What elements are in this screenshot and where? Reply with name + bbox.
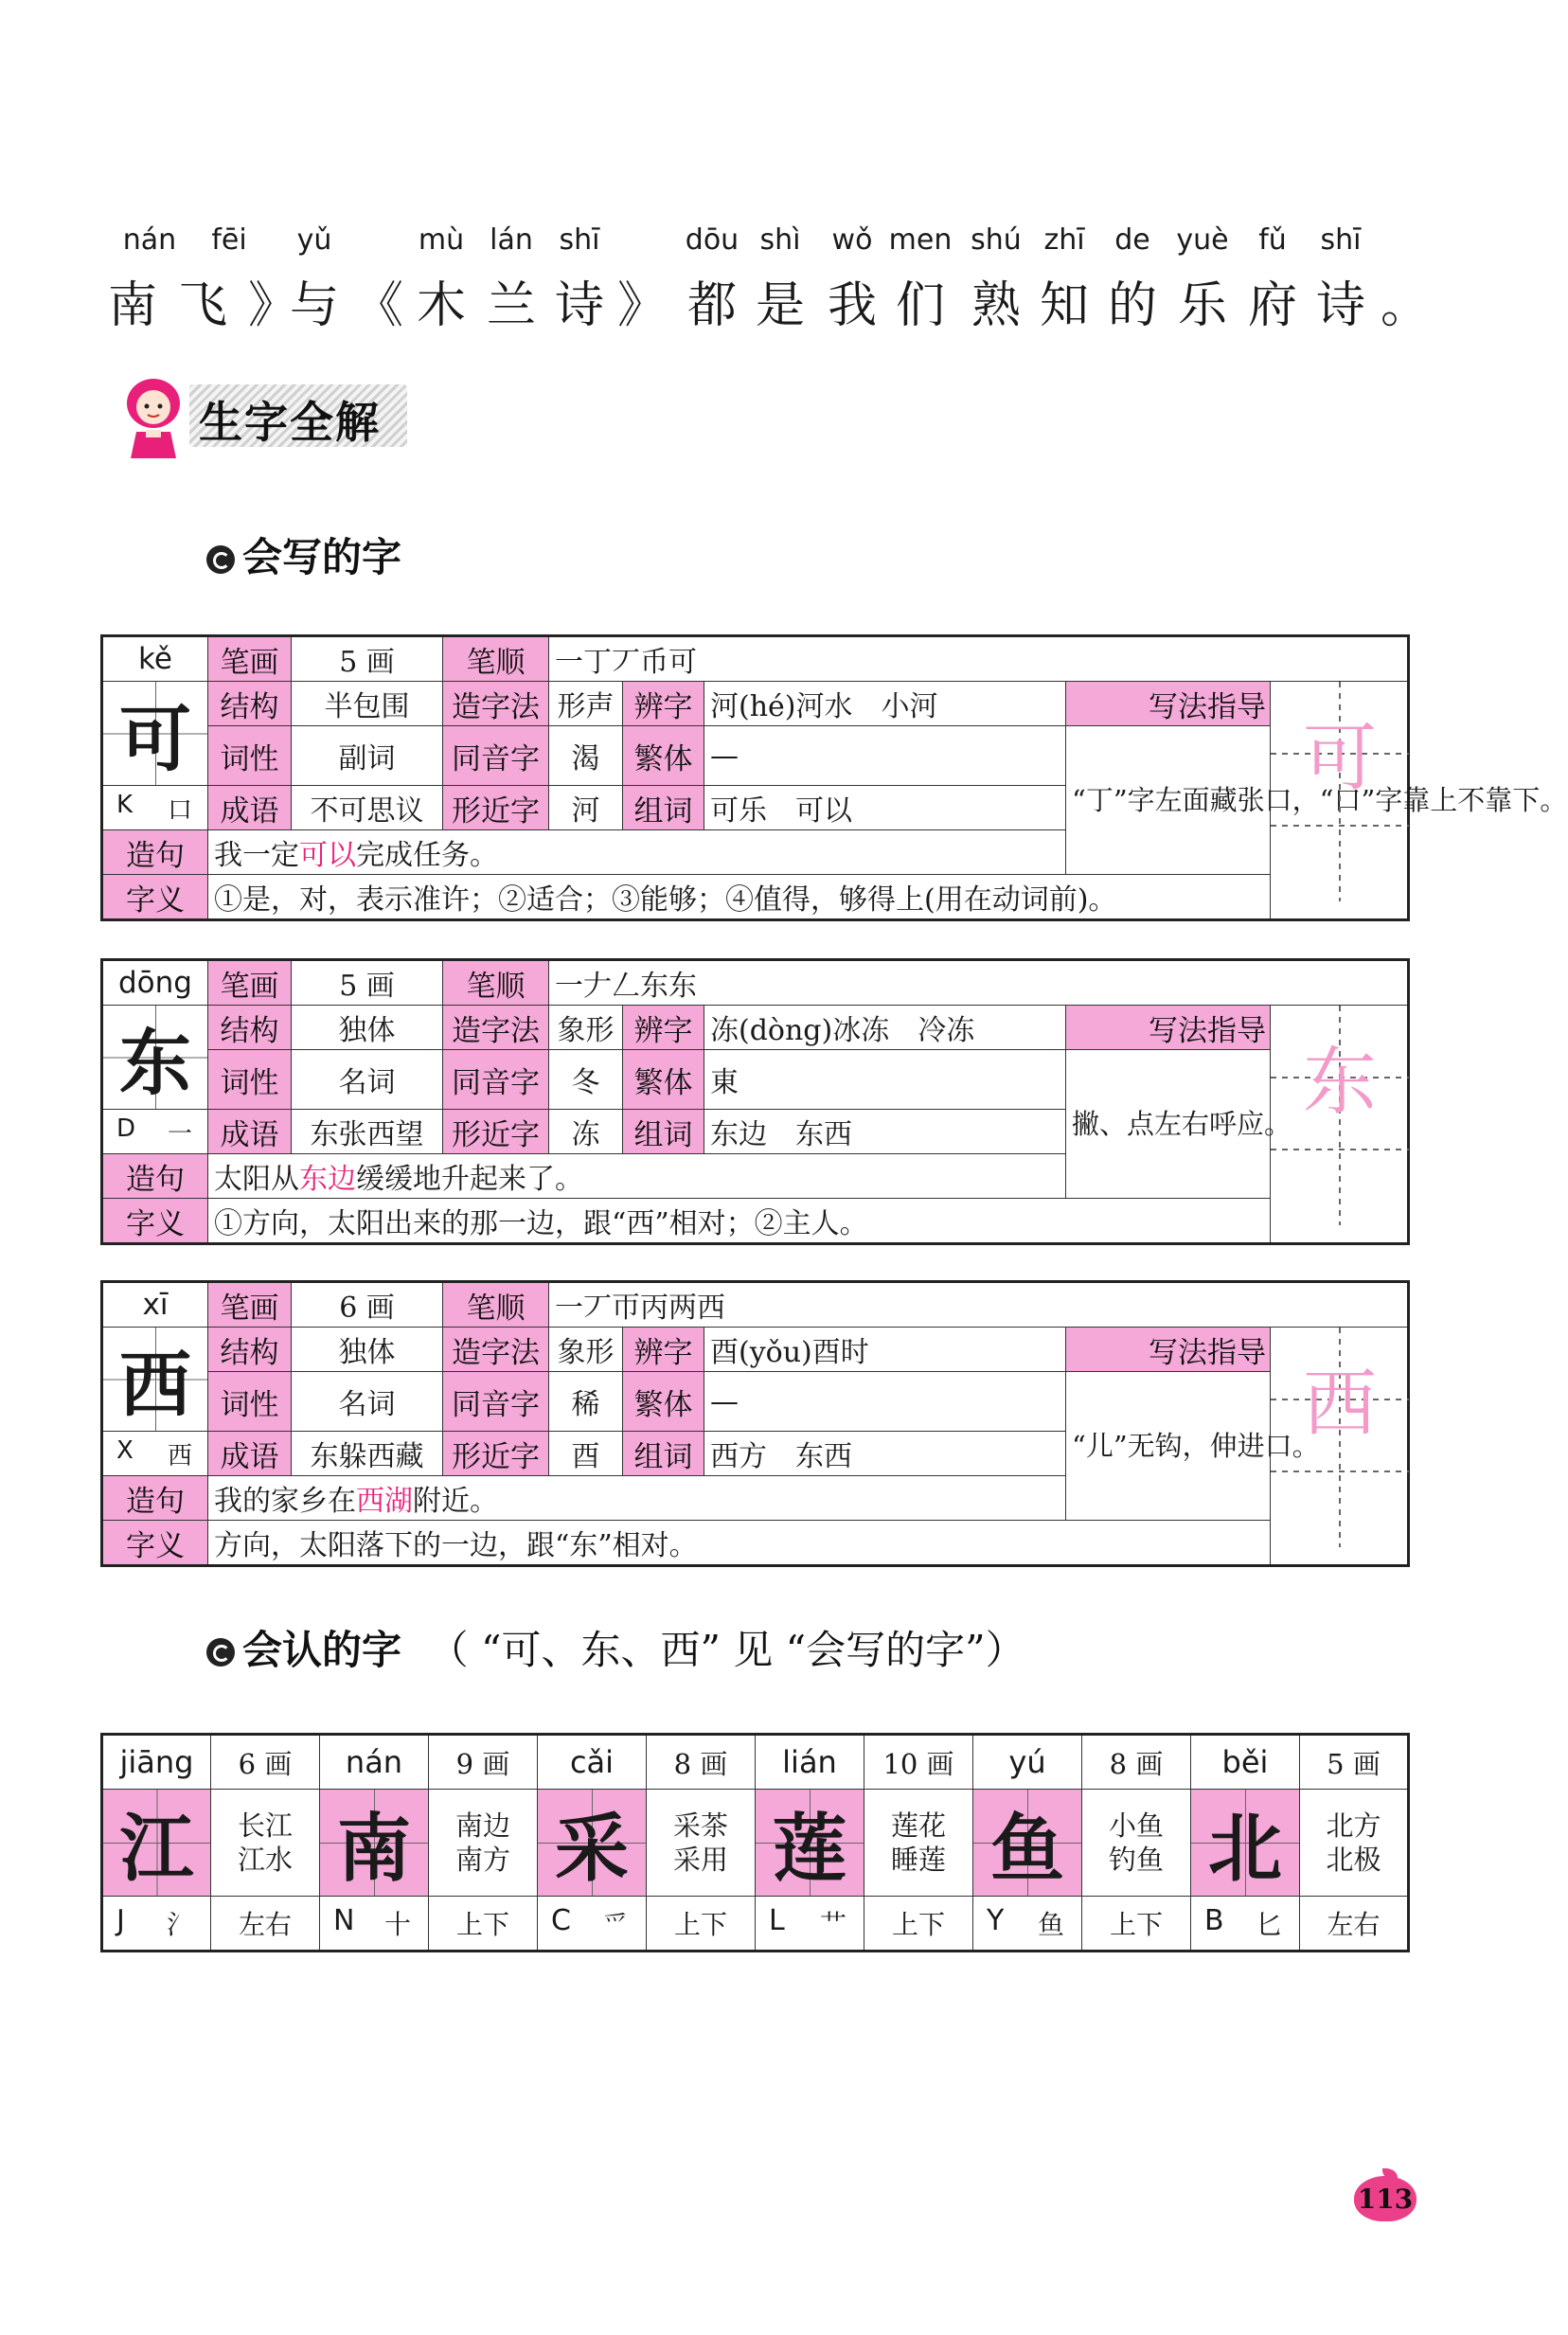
card-idiom: 东张西望 bbox=[292, 1110, 443, 1154]
card-sentence bbox=[208, 1154, 1066, 1199]
sentence-highlight: 可以 bbox=[299, 839, 356, 872]
recog-pinyin: běi bbox=[1191, 1735, 1300, 1790]
card-character: 西 bbox=[102, 1328, 208, 1432]
card-distinguish: 河(hé)河水 小河 bbox=[704, 682, 1066, 726]
card-character: 东 bbox=[102, 1006, 208, 1110]
recog-word: 小鱼 bbox=[1108, 1809, 1164, 1842]
recog-word: 采茶 bbox=[672, 1809, 728, 1842]
recog-structure: 左右 bbox=[211, 1897, 320, 1952]
label-guide: 写法指导 bbox=[1066, 1006, 1271, 1050]
card-pinyin: xī bbox=[102, 1282, 208, 1328]
recog-strokes: 5 画 bbox=[1300, 1735, 1409, 1790]
card-strokes: 5 画 bbox=[292, 960, 443, 1006]
label-strokes: 笔画 bbox=[208, 960, 292, 1006]
label-words: 组词 bbox=[623, 1110, 704, 1154]
recog-character: 采 bbox=[538, 1790, 647, 1897]
card-letter: D bbox=[116, 1114, 136, 1143]
recog-word: 江水 bbox=[237, 1844, 293, 1876]
recog-note: （ “可、东、西” 见 “会写的字”） bbox=[428, 1627, 1025, 1673]
recog-heading bbox=[206, 1619, 1025, 1676]
label-strokes: 笔画 bbox=[208, 636, 292, 682]
label-pos: 词性 bbox=[208, 726, 292, 786]
card-letter: X bbox=[116, 1435, 134, 1465]
card-traditional: — bbox=[704, 1372, 1066, 1432]
page-number-badge bbox=[1354, 2168, 1420, 2221]
card-distinguish: 酉(yǒu)酉时 bbox=[704, 1328, 1066, 1372]
card-pos: 副词 bbox=[292, 726, 443, 786]
section-header bbox=[116, 375, 419, 458]
recog-words bbox=[1300, 1790, 1409, 1897]
label-distinguish: 辨字 bbox=[623, 1328, 704, 1372]
label-structure: 结构 bbox=[208, 1006, 292, 1050]
recog-row-chars bbox=[102, 1790, 1409, 1897]
recog-word: 南边 bbox=[454, 1809, 510, 1842]
recog-pinyin: lián bbox=[756, 1735, 864, 1790]
recog-index bbox=[756, 1897, 864, 1952]
card-similar: 酉 bbox=[549, 1432, 623, 1476]
card-words: 可乐 可以 bbox=[704, 786, 1066, 830]
card-radical: 口 bbox=[167, 795, 192, 825]
label-order: 笔顺 bbox=[443, 1282, 549, 1328]
sentence-part: 完成任务。 bbox=[356, 839, 498, 872]
card-pinyin: kě bbox=[102, 636, 208, 682]
label-traditional: 繁体 bbox=[623, 1050, 704, 1110]
recog-letter: J bbox=[116, 1904, 125, 1937]
recog-row-pinyin bbox=[102, 1735, 1409, 1790]
recog-word: 长江 bbox=[237, 1809, 293, 1842]
recog-pinyin: yú bbox=[973, 1735, 1082, 1790]
recog-words bbox=[647, 1790, 756, 1897]
recog-letter: Y bbox=[987, 1904, 1005, 1937]
card-structure: 半包围 bbox=[292, 682, 443, 726]
label-similar: 形近字 bbox=[443, 1432, 549, 1476]
recog-character: 鱼 bbox=[973, 1790, 1082, 1897]
card-homophone: 稀 bbox=[549, 1372, 623, 1432]
tracing-character: 西 bbox=[1302, 1362, 1377, 1447]
char-card-东 bbox=[100, 958, 1410, 1245]
card-meaning: 方向，太阳落下的一边，跟“东”相对。 bbox=[208, 1521, 1271, 1566]
tracing-character: 可 bbox=[1302, 716, 1377, 801]
label-formation: 造字法 bbox=[443, 1006, 549, 1050]
recog-character: 莲 bbox=[756, 1790, 864, 1897]
tracing-box bbox=[1271, 1006, 1409, 1244]
card-traditional: 東 bbox=[704, 1050, 1066, 1110]
recog-character: 江 bbox=[102, 1790, 211, 1897]
label-sentence: 造句 bbox=[102, 830, 208, 875]
card-pos: 名词 bbox=[292, 1050, 443, 1110]
label-pos: 词性 bbox=[208, 1372, 292, 1432]
card-structure: 独体 bbox=[292, 1006, 443, 1050]
recog-index bbox=[102, 1897, 211, 1952]
card-idiom: 东躲西藏 bbox=[292, 1432, 443, 1476]
card-meaning: ①是，对，表示准许；②适合；③能够；④值得，够得上(用在动词前)。 bbox=[208, 875, 1271, 920]
label-homophone: 同音字 bbox=[443, 726, 549, 786]
label-formation: 造字法 bbox=[443, 1328, 549, 1372]
card-idiom: 不可思议 bbox=[292, 786, 443, 830]
label-idiom: 成语 bbox=[208, 1110, 292, 1154]
char-card-可 bbox=[100, 634, 1568, 921]
sentence-part: 我一定 bbox=[214, 839, 299, 872]
label-sentence: 造句 bbox=[102, 1154, 208, 1199]
circle-bullet-icon bbox=[206, 545, 235, 574]
label-distinguish: 辨字 bbox=[623, 682, 704, 726]
tracing-character: 东 bbox=[1302, 1040, 1377, 1125]
recog-pinyin: jiāng bbox=[102, 1735, 211, 1790]
label-idiom: 成语 bbox=[208, 1432, 292, 1476]
recog-word: 采用 bbox=[672, 1844, 728, 1876]
card-character: 可 bbox=[102, 682, 208, 786]
recog-heading-text: 会认的字 bbox=[242, 1627, 402, 1673]
label-guide: 写法指导 bbox=[1066, 682, 1271, 726]
label-words: 组词 bbox=[623, 1432, 704, 1476]
card-writing-guide: “丁”字左面藏张口，“口”字靠上不靠下。 bbox=[1066, 726, 1271, 875]
recog-words bbox=[429, 1790, 538, 1897]
label-formation: 造字法 bbox=[443, 682, 549, 726]
card-pos: 名词 bbox=[292, 1372, 443, 1432]
card-similar: 河 bbox=[549, 786, 623, 830]
recog-radical: 艹 bbox=[819, 1909, 846, 1940]
card-sentence bbox=[208, 1476, 1066, 1521]
recog-radical: 十 bbox=[383, 1909, 411, 1940]
recog-radical: 匕 bbox=[1255, 1909, 1282, 1940]
label-order: 笔顺 bbox=[443, 960, 549, 1006]
card-words: 东边 东西 bbox=[704, 1110, 1066, 1154]
recog-letter: B bbox=[1204, 1904, 1224, 1937]
recog-letter: L bbox=[769, 1904, 785, 1937]
card-stroke-order: 一𠂇𠃋东东 bbox=[549, 960, 1409, 1006]
recog-structure: 上下 bbox=[864, 1897, 973, 1952]
card-meaning: ①方向，太阳出来的那一边，跟“西”相对；②主人。 bbox=[208, 1199, 1271, 1244]
recog-radical: 氵 bbox=[166, 1909, 193, 1940]
label-homophone: 同音字 bbox=[443, 1372, 549, 1432]
tracing-box bbox=[1271, 682, 1409, 920]
sentence-part: 太阳从 bbox=[214, 1163, 299, 1196]
recog-index bbox=[320, 1897, 429, 1952]
recog-letter: C bbox=[551, 1904, 571, 1937]
recog-pinyin: nán bbox=[320, 1735, 429, 1790]
intro-hanzi-line: 南 飞 》 与 《 木 兰 诗 》 都 是 我 们 熟 知 的 乐 府 诗 。 bbox=[107, 277, 1431, 334]
recog-character: 北 bbox=[1191, 1790, 1300, 1897]
sentence-part: 缓缓地升起来了。 bbox=[356, 1163, 583, 1196]
card-traditional: — bbox=[704, 726, 1066, 786]
recog-row-index bbox=[102, 1897, 1409, 1952]
recog-word: 莲花 bbox=[890, 1809, 946, 1842]
recog-radical: 鱼 bbox=[1037, 1909, 1064, 1940]
label-homophone: 同音字 bbox=[443, 1050, 549, 1110]
label-similar: 形近字 bbox=[443, 786, 549, 830]
recog-structure: 左右 bbox=[1300, 1897, 1409, 1952]
card-homophone: 冬 bbox=[549, 1050, 623, 1110]
card-sentence bbox=[208, 830, 1066, 875]
page-number: 113 bbox=[1357, 2183, 1414, 2215]
write-heading bbox=[206, 526, 401, 583]
girl-mascot-icon bbox=[116, 375, 191, 458]
recog-words bbox=[1082, 1790, 1191, 1897]
recog-strokes: 9 画 bbox=[429, 1735, 538, 1790]
card-formation: 象形 bbox=[549, 1006, 623, 1050]
card-radical: 西 bbox=[167, 1441, 192, 1471]
card-index bbox=[102, 1110, 208, 1154]
sentence-part: 我的家乡在 bbox=[214, 1485, 356, 1518]
recog-letter: N bbox=[333, 1904, 355, 1937]
intro-pinyin-line: nán fēi yǔ mù lán shī dōu shì wǒ men shú zhī de yuè fǔ shī bbox=[122, 223, 1362, 257]
recog-structure: 上下 bbox=[647, 1897, 756, 1952]
label-words: 组词 bbox=[623, 786, 704, 830]
card-stroke-order: 一丁丆币可 bbox=[549, 636, 1409, 682]
recog-word: 南方 bbox=[454, 1844, 510, 1876]
card-formation: 形声 bbox=[549, 682, 623, 726]
card-writing-guide: 撇、点左右呼应。 bbox=[1066, 1050, 1271, 1199]
recog-words bbox=[211, 1790, 320, 1897]
recog-strokes: 8 画 bbox=[647, 1735, 756, 1790]
sentence-highlight: 西湖 bbox=[356, 1485, 413, 1518]
recog-pinyin: cǎi bbox=[538, 1735, 647, 1790]
card-letter: K bbox=[116, 790, 134, 819]
label-structure: 结构 bbox=[208, 682, 292, 726]
label-traditional: 繁体 bbox=[623, 726, 704, 786]
label-pos: 词性 bbox=[208, 1050, 292, 1110]
card-radical: 一 bbox=[167, 1119, 192, 1149]
card-stroke-order: 一丆帀丙两西 bbox=[549, 1282, 1409, 1328]
label-structure: 结构 bbox=[208, 1328, 292, 1372]
label-idiom: 成语 bbox=[208, 786, 292, 830]
recog-index bbox=[538, 1897, 647, 1952]
recog-character: 南 bbox=[320, 1790, 429, 1897]
sentence-highlight: 东边 bbox=[299, 1163, 356, 1196]
card-distinguish: 冻(dòng)冰冻 冷冻 bbox=[704, 1006, 1066, 1050]
label-order: 笔顺 bbox=[443, 636, 549, 682]
card-pinyin: dōng bbox=[102, 960, 208, 1006]
recog-strokes: 6 画 bbox=[211, 1735, 320, 1790]
recog-word: 北方 bbox=[1326, 1809, 1381, 1842]
label-meaning: 字义 bbox=[102, 1199, 208, 1244]
recog-index bbox=[973, 1897, 1082, 1952]
card-writing-guide: “儿”无钩，伸进口。 bbox=[1066, 1372, 1271, 1521]
sentence-part: 附近。 bbox=[413, 1485, 498, 1518]
card-homophone: 渴 bbox=[549, 726, 623, 786]
recog-radical: 爫 bbox=[601, 1909, 629, 1940]
label-traditional: 繁体 bbox=[623, 1372, 704, 1432]
card-formation: 象形 bbox=[549, 1328, 623, 1372]
tracing-box bbox=[1271, 1328, 1409, 1566]
recog-strokes: 10 画 bbox=[864, 1735, 973, 1790]
label-guide: 写法指导 bbox=[1066, 1328, 1271, 1372]
write-heading-text: 会写的字 bbox=[242, 534, 402, 580]
char-card-西 bbox=[100, 1280, 1410, 1567]
card-strokes: 5 画 bbox=[292, 636, 443, 682]
card-index bbox=[102, 1432, 208, 1476]
recog-words bbox=[864, 1790, 973, 1897]
recog-word: 钓鱼 bbox=[1108, 1844, 1164, 1876]
section-title: 生字全解 bbox=[199, 397, 381, 448]
recognition-table bbox=[100, 1733, 1410, 1952]
recog-strokes: 8 画 bbox=[1082, 1735, 1191, 1790]
label-sentence: 造句 bbox=[102, 1476, 208, 1521]
label-strokes: 笔画 bbox=[208, 1282, 292, 1328]
card-similar: 冻 bbox=[549, 1110, 623, 1154]
label-similar: 形近字 bbox=[443, 1110, 549, 1154]
card-structure: 独体 bbox=[292, 1328, 443, 1372]
recog-index bbox=[1191, 1897, 1300, 1952]
label-meaning: 字义 bbox=[102, 875, 208, 920]
label-meaning: 字义 bbox=[102, 1521, 208, 1566]
label-distinguish: 辨字 bbox=[623, 1006, 704, 1050]
card-strokes: 6 画 bbox=[292, 1282, 443, 1328]
card-index bbox=[102, 786, 208, 830]
circle-bullet-icon bbox=[206, 1638, 235, 1667]
card-words: 西方 东西 bbox=[704, 1432, 1066, 1476]
recog-word: 睡莲 bbox=[890, 1844, 946, 1876]
recog-structure: 上下 bbox=[429, 1897, 538, 1952]
recog-structure: 上下 bbox=[1082, 1897, 1191, 1952]
recog-word: 北极 bbox=[1326, 1844, 1381, 1876]
